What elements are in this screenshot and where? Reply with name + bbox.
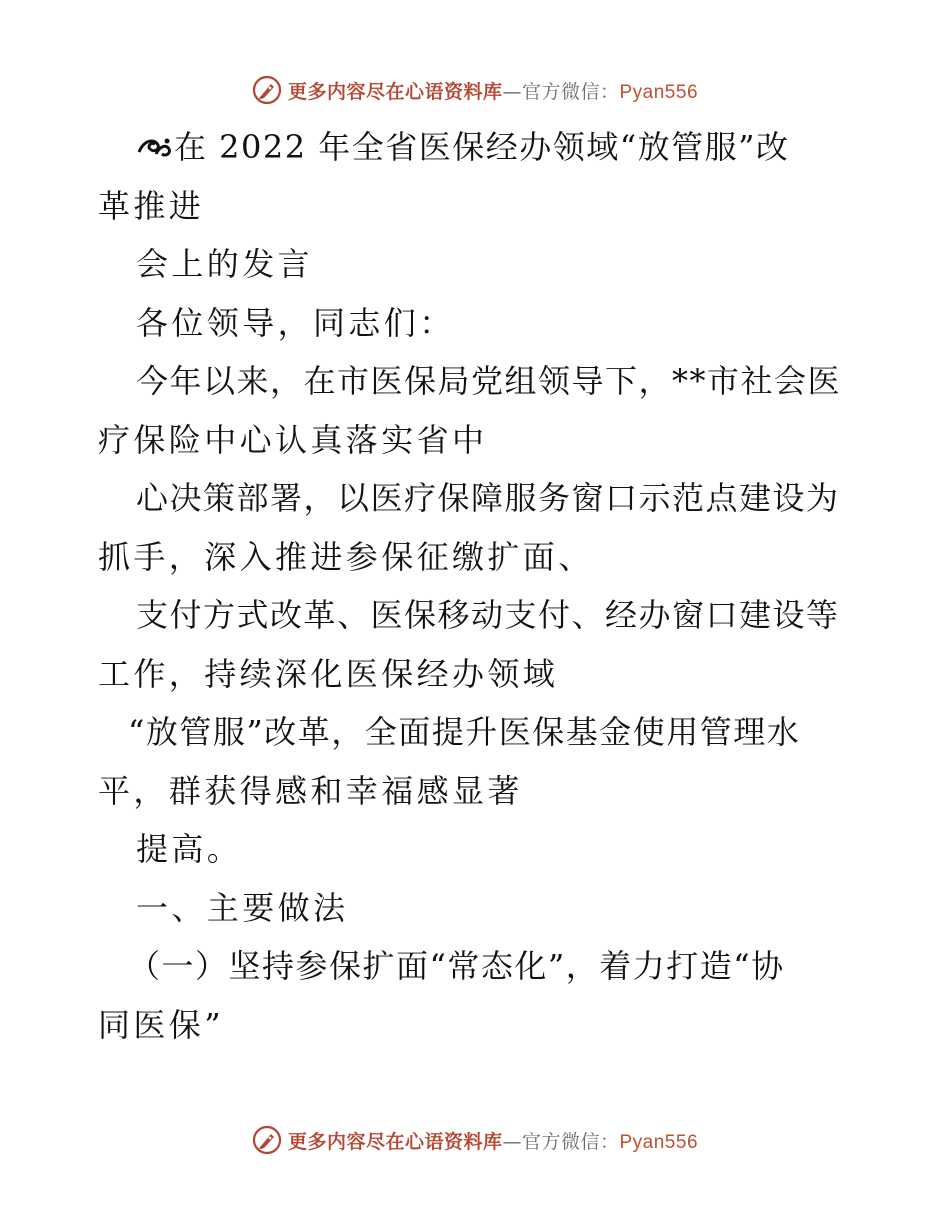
watermark-wechat-id: Pyan556 [619, 1131, 699, 1153]
watermark-text [288, 1127, 698, 1154]
pen-nib-logo-icon [252, 75, 282, 105]
salutation: 各位领导，同志们： [136, 303, 455, 342]
paragraph-line: 心决策部署，以医疗保障服务窗口示范点建设为 [136, 479, 840, 517]
document-subtitle: 会上的发言 [136, 245, 314, 283]
document-body [98, 118, 858, 1054]
document-title-text: 在 2022 年全省医保经办领域“放管服”改 [174, 128, 790, 166]
watermark-wechat-label: 官方微信： [521, 1130, 620, 1153]
paragraph-line: 今年以来，在市医保局党组领导下，**市社会医 [136, 362, 842, 400]
watermark-wechat-id: Pyan556 [619, 81, 699, 103]
section-heading: 一、主要做法 [136, 888, 349, 927]
paragraph-line: 工作，持续深化医保经办领域 [98, 654, 559, 693]
paragraph-line: 提高。 [136, 830, 243, 868]
subsection-heading-continued: 同医保” [98, 1005, 224, 1044]
document-title-line-1 [98, 118, 858, 177]
watermark-text [288, 77, 698, 104]
subsection-heading: （一）坚持参保扩面“常态化”，着力打造“协 [128, 947, 785, 985]
watermark-dash: — [502, 1130, 522, 1153]
paragraph-line: “放管服”改革，全面提升医保基金使用管理水 [128, 713, 801, 751]
watermark-brand: 更多内容尽在心语资料库 [287, 80, 503, 103]
watermark-wechat-label: 官方微信： [521, 80, 620, 103]
ornament-bullet-icon [136, 122, 172, 152]
watermark-dash: — [502, 80, 522, 103]
footer-watermark [0, 1120, 950, 1160]
paragraph-line: 平，群获得感和幸福感显著 [98, 771, 523, 810]
paragraph-line: 疗保险中心认真落实省中 [98, 420, 488, 459]
paragraph-line: 抓手，深入推进参保征缴扩面、 [98, 537, 594, 576]
pen-nib-logo-icon [252, 1125, 282, 1155]
watermark-brand: 更多内容尽在心语资料库 [287, 1130, 503, 1153]
document-title-line-2: 革推进 [98, 186, 205, 225]
paragraph-line: 支付方式改革、医保移动支付、经办窗口建设等 [136, 596, 840, 634]
header-watermark [0, 70, 950, 110]
